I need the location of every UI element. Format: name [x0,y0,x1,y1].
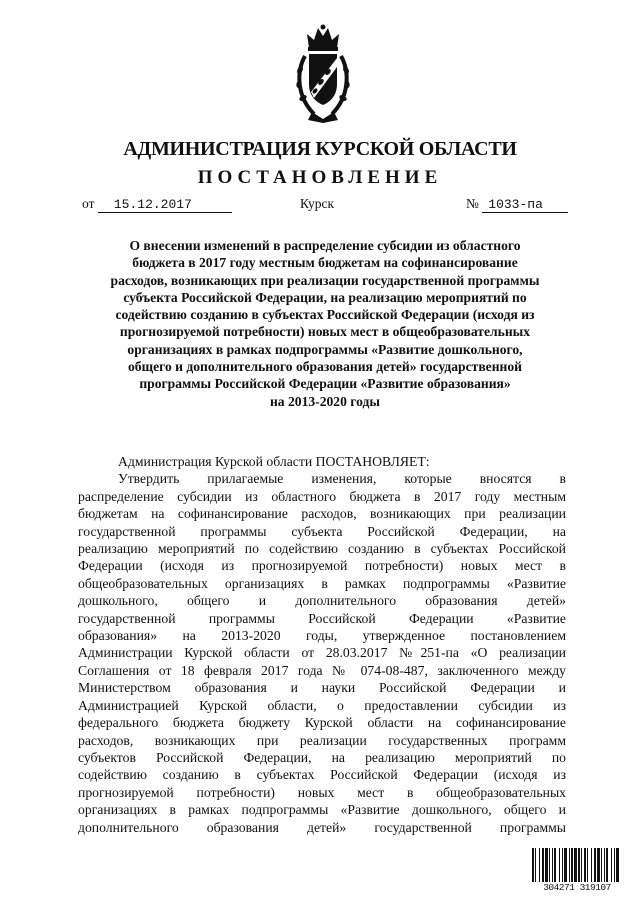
body-line: Соглашения от 18 февраля 2017 года № 074-08-487, заключенного между [78,662,566,678]
title-line: О внесении изменений в распределение субсидии из областного [129,238,521,253]
body-line: Утвердить прилагаемые изменения, которые вносятся в [118,471,566,487]
body-line: прогнозируемой потребности) новых мест в общеобразовательных [78,784,566,800]
kursk-coat-of-arms-icon [294,22,352,124]
body-line: субъектов Российской Федерации, на реализацию мероприятий по [78,749,566,765]
body-line: дополнительного образования детей» государственной программы [78,819,566,835]
title-line: на 2013-2020 годы [269,393,381,409]
document-date [82,196,232,213]
barcode-number: 304271 319107 [531,882,623,893]
document-title [70,237,580,410]
document-body [78,453,566,836]
body-line: государственной программы Российской Федерации «Развитие [78,610,566,626]
body-line: государственной программы субъекта Российской Федерации, на [78,523,566,539]
date-prefix: от [82,196,95,211]
barcode [531,848,623,893]
title-line: содействию созданию в субъектах Российской Федерации (исходя из [115,307,535,323]
body-line: дошкольного, общего и дополнительного образования детей» [78,593,566,609]
body-line: содействию созданию в субъектах Российской Федерации (исходя из [78,767,566,783]
title-line: общего и дополнительного образования детей» государственной [128,359,522,375]
title-line: субъекта Российской Федерации, на реализацию мероприятий по [123,289,527,305]
body-line: Федерации (исходя из прогнозируемой потребности) новых мест в [78,558,566,574]
number-value: 1033-па [482,198,568,213]
title-line: расходов, возникающих при реализации государственной программы [110,272,540,288]
body-line: Администрацией Курской области, о предоставлении субсидии из [78,697,566,713]
date-value: 15.12.2017 [98,198,232,213]
body-line: бюджетам на софинансирование расходов, возникающих при реализации [78,506,566,522]
number-prefix: № [466,196,479,211]
organization-name: АДМИНИСТРАЦИЯ КУРСКОЙ ОБЛАСТИ [123,138,517,160]
body-line: реализацию мероприятий по содействию созданию в субъектах Российской [78,541,566,557]
document-number [466,196,568,213]
title-line: бюджета в 2017 году местным бюджетам на софинансирование [132,255,518,271]
title-line: прогнозируемой потребности) новых мест в общеобразовательных [119,324,531,340]
body-line: федерального бюджета бюджету Курской области на софинансирование [78,715,566,731]
body-line: Министерством образования и науки Российской Федерации и [78,680,566,696]
body-line: распределение субсидии из областного бюджета в 2017 году местным [78,488,566,504]
title-line: организациях в рамках подпрограммы «Развитие дошкольного, [127,341,523,357]
body-line: организациях в рамках подпрограммы «Развитие дошкольного, общего и [78,802,566,818]
body-line: расходов, возникающих при реализации государственных программ [78,732,566,748]
body-line: образования» на 2013-2020 годы, утвержденное постановлением [78,628,566,644]
body-line: Администрации Курской области от 28.03.2017 №251-па «О реализации [78,645,566,661]
title-line: программы Российской Федерации «Развитие образования» [139,376,511,392]
document-type: ПОСТАНОВЛЕНИЕ [197,167,443,188]
body-line: Администрация Курской области ПОСТАНОВЛЯЕТ: [118,454,430,469]
body-line: общеобразовательных организациях в рамках подпрограммы «Развитие [78,575,566,591]
document-city: Курск [300,196,335,211]
barcode-bars [531,848,623,882]
